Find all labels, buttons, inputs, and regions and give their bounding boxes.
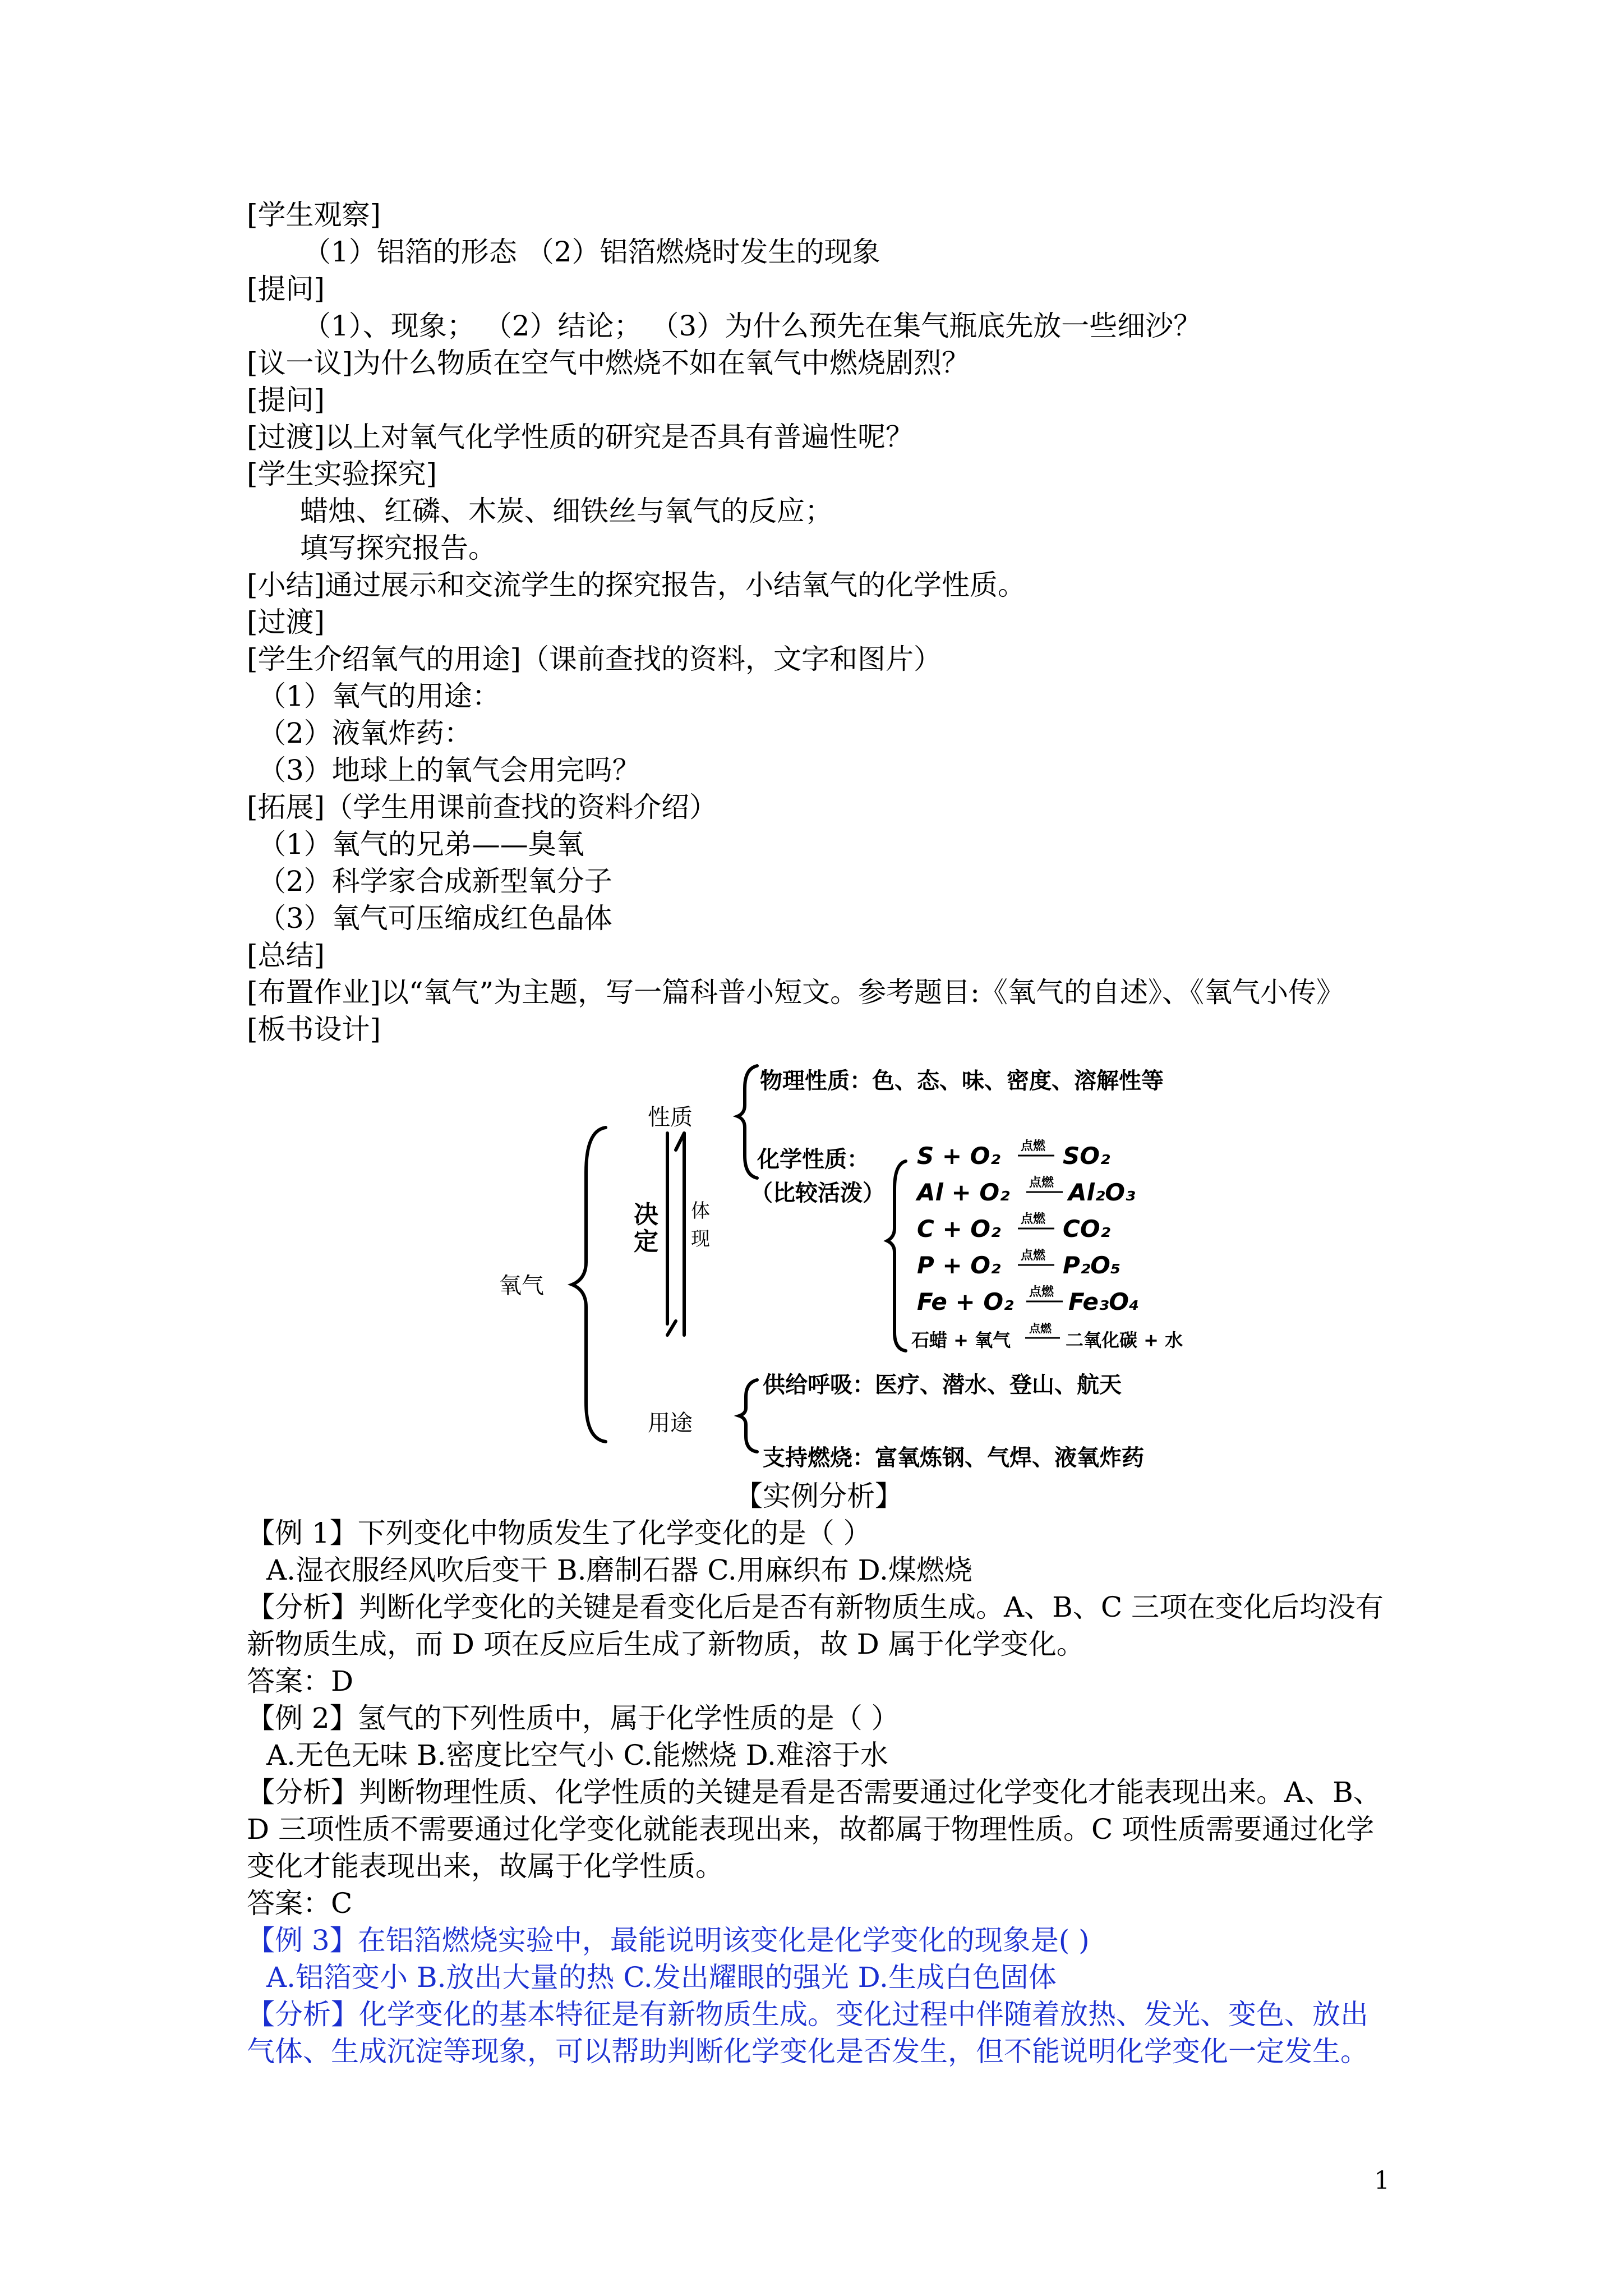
reaction-condition: 点燃 <box>1029 1176 1054 1190</box>
discussion-line: [议一议]为什么物质在空气中燃烧不如在氧气中燃烧剧烈？ <box>247 347 970 379</box>
example-3-analysis-2: 气体、生成沉淀等现象，可以帮助判断化学变化是否发生，但不能说明化学变化一定发生。 <box>247 2035 1368 2068</box>
chemical-brace <box>887 1161 906 1351</box>
section-extension: [拓展]（学生用课前查找的资料介绍） <box>247 791 718 823</box>
reaction-left: C + O₂ <box>917 1215 1001 1243</box>
root-brace <box>572 1128 606 1442</box>
example-2-analysis-2: D 三项性质不需要通过化学变化就能表现出来，故都属于物理性质。C 项性质需要通过化学 <box>247 1813 1375 1846</box>
uses-item-1: （1）氧气的用途： <box>258 680 500 712</box>
uses-item-3: （3）地球上的氧气会用完吗？ <box>258 754 640 786</box>
example-3-analysis-1: 【分析】化学变化的基本特征是有新物质生成。变化过程中伴随着放热、发光、变色、放出 <box>247 1998 1368 2031</box>
reaction-right: P₂O₅ <box>1063 1251 1121 1279</box>
section-oxygen-uses: [学生介绍氧气的用途]（课前查找的资料，文字和图片） <box>247 643 942 675</box>
example-1-analysis-1: 【分析】判断化学变化的关键是看变化后是否有新物质生成。A、B、C 三项在变化后均没有 <box>247 1591 1384 1623</box>
uses-item-2: （2）液氧炸药： <box>258 717 472 749</box>
reaction-right: SO₂ <box>1063 1142 1110 1170</box>
example-1-question: 【例 1】下列变化中物质发生了化学变化的是（ ） <box>247 1517 872 1549</box>
diagram-reflect-label-1: 体 <box>691 1200 710 1222</box>
diagram-physical-props: 物理性质：色、态、味、密度、溶解性等 <box>760 1068 1164 1094</box>
question-items: （1）、现象； （2）结论； （3）为什么预先在集气瓶底先放一些细沙？ <box>303 310 1202 342</box>
reaction-right: CO₂ <box>1063 1215 1110 1243</box>
extension-item-3: （3）氧气可压缩成红色晶体 <box>258 902 612 935</box>
section-transition-2: [过渡] <box>247 606 325 638</box>
reaction-row <box>915 1175 1135 1206</box>
homework-line: [布置作业]以“氧气”为主题，写一篇科普小短文。参考题目:《氧气的自述》、《氧气小传》 <box>247 976 1344 1009</box>
example-2-analysis-1: 【分析】判断物理性质、化学性质的关键是看是否需要通过化学变化才能表现出来。A、B、 <box>247 1776 1381 1809</box>
board-design-diagram <box>482 1043 1245 1481</box>
reaction-left: Fe + O₂ <box>917 1288 1014 1315</box>
example-2-answer: 答案：C <box>247 1887 353 1920</box>
diagram-chemical-note: （比较活泼） <box>750 1180 885 1206</box>
reaction-condition: 点燃 <box>1021 1249 1046 1263</box>
diagram-reaction-list <box>911 1139 1183 1351</box>
reaction-condition: 点燃 <box>1029 1322 1052 1335</box>
diagram-properties-label: 性质 <box>648 1105 693 1130</box>
extension-item-1: （1）氧气的兄弟——臭氧 <box>258 828 584 861</box>
example-1-answer: 答案：D <box>247 1665 354 1697</box>
reaction-right: 二氧化碳 + 水 <box>1066 1329 1183 1351</box>
reaction-condition: 点燃 <box>1029 1285 1054 1299</box>
reaction-row <box>911 1322 1183 1351</box>
diagram-decide-label-1: 决 <box>634 1200 658 1229</box>
diagram-uses-label: 用途 <box>648 1410 693 1436</box>
diagram-use-breathing: 供给呼吸：医疗、潜水、登山、航天 <box>763 1372 1122 1398</box>
diagram-chemical-title: 化学性质： <box>757 1147 869 1172</box>
reaction-right: Al₂O₃ <box>1068 1179 1136 1206</box>
uses-brace <box>739 1380 757 1452</box>
example-3-options: A.铝箔变小 B.放出大量的热 C.发出耀眼的强光 D.生成白色固体 <box>266 1961 1057 1994</box>
transition-line: [过渡]以上对氧气化学性质的研究是否具有普遍性呢？ <box>247 421 914 453</box>
section-question-2: [提问] <box>247 384 325 416</box>
reaction-left: P + O₂ <box>917 1251 1001 1279</box>
example-2-options: A.无色无味 B.密度比空气小 C.能燃烧 D.难溶于水 <box>266 1739 888 1772</box>
section-conclusion: [总结] <box>247 939 325 972</box>
section-student-experiment: [学生实验探究] <box>247 458 437 490</box>
example-1-options: A.湿衣服经风吹后变干 B.磨制石器 C.用麻织布 D.煤燃烧 <box>266 1554 972 1586</box>
experiment-reactions: 蜡烛、红磷、木炭、细铁丝与氧气的反应； <box>300 495 833 527</box>
section-student-observe: [学生观察] <box>247 199 381 231</box>
reaction-left: Al + O₂ <box>917 1179 1010 1206</box>
reaction-row <box>917 1285 1139 1315</box>
reaction-left: S + O₂ <box>917 1142 1000 1170</box>
diagram-decide-label-2: 定 <box>634 1227 658 1256</box>
reaction-right: Fe₃O₄ <box>1068 1288 1140 1315</box>
reaction-row <box>917 1139 1110 1170</box>
diagram-reflect-label-2: 现 <box>691 1228 710 1250</box>
observe-items: （1）铝箔的形态 （2）铝箔燃烧时发生的现象 <box>303 236 880 268</box>
extension-item-2: （2）科学家合成新型氧分子 <box>258 865 612 898</box>
reaction-row <box>917 1248 1121 1279</box>
page-number: 1 <box>1374 2166 1390 2195</box>
diagram-use-combustion: 支持燃烧：富氧炼钢、气焊、液氧炸药 <box>763 1445 1144 1471</box>
reaction-condition: 点燃 <box>1021 1212 1046 1226</box>
experiment-report: 填写探究报告。 <box>300 532 496 564</box>
example-2-analysis-3: 变化才能表现出来，故属于化学性质。 <box>247 1850 723 1883</box>
example-2-question: 【例 2】氢气的下列性质中，属于化学性质的是（ ） <box>247 1702 900 1734</box>
example-1-analysis-2: 新物质生成，而 D 项在反应后生成了新物质，故 D 属于化学变化。 <box>247 1628 1085 1660</box>
reaction-row <box>917 1212 1111 1243</box>
examples-heading: 【实例分析】 <box>735 1480 903 1512</box>
reaction-condition: 点燃 <box>1021 1139 1046 1153</box>
properties-brace <box>737 1066 757 1178</box>
diagram-root-label: 氧气 <box>499 1273 544 1299</box>
section-question: [提问] <box>247 273 325 305</box>
section-board-design: [板书设计] <box>247 1013 381 1046</box>
reaction-left: 石蜡 + 氧气 <box>911 1329 1011 1351</box>
example-3-question: 【例 3】在铝箔燃烧实验中，最能说明该变化是化学变化的现象是( ) <box>247 1924 1090 1957</box>
summary-line: [小结]通过展示和交流学生的探究报告，小结氧气的化学性质。 <box>247 569 1026 601</box>
